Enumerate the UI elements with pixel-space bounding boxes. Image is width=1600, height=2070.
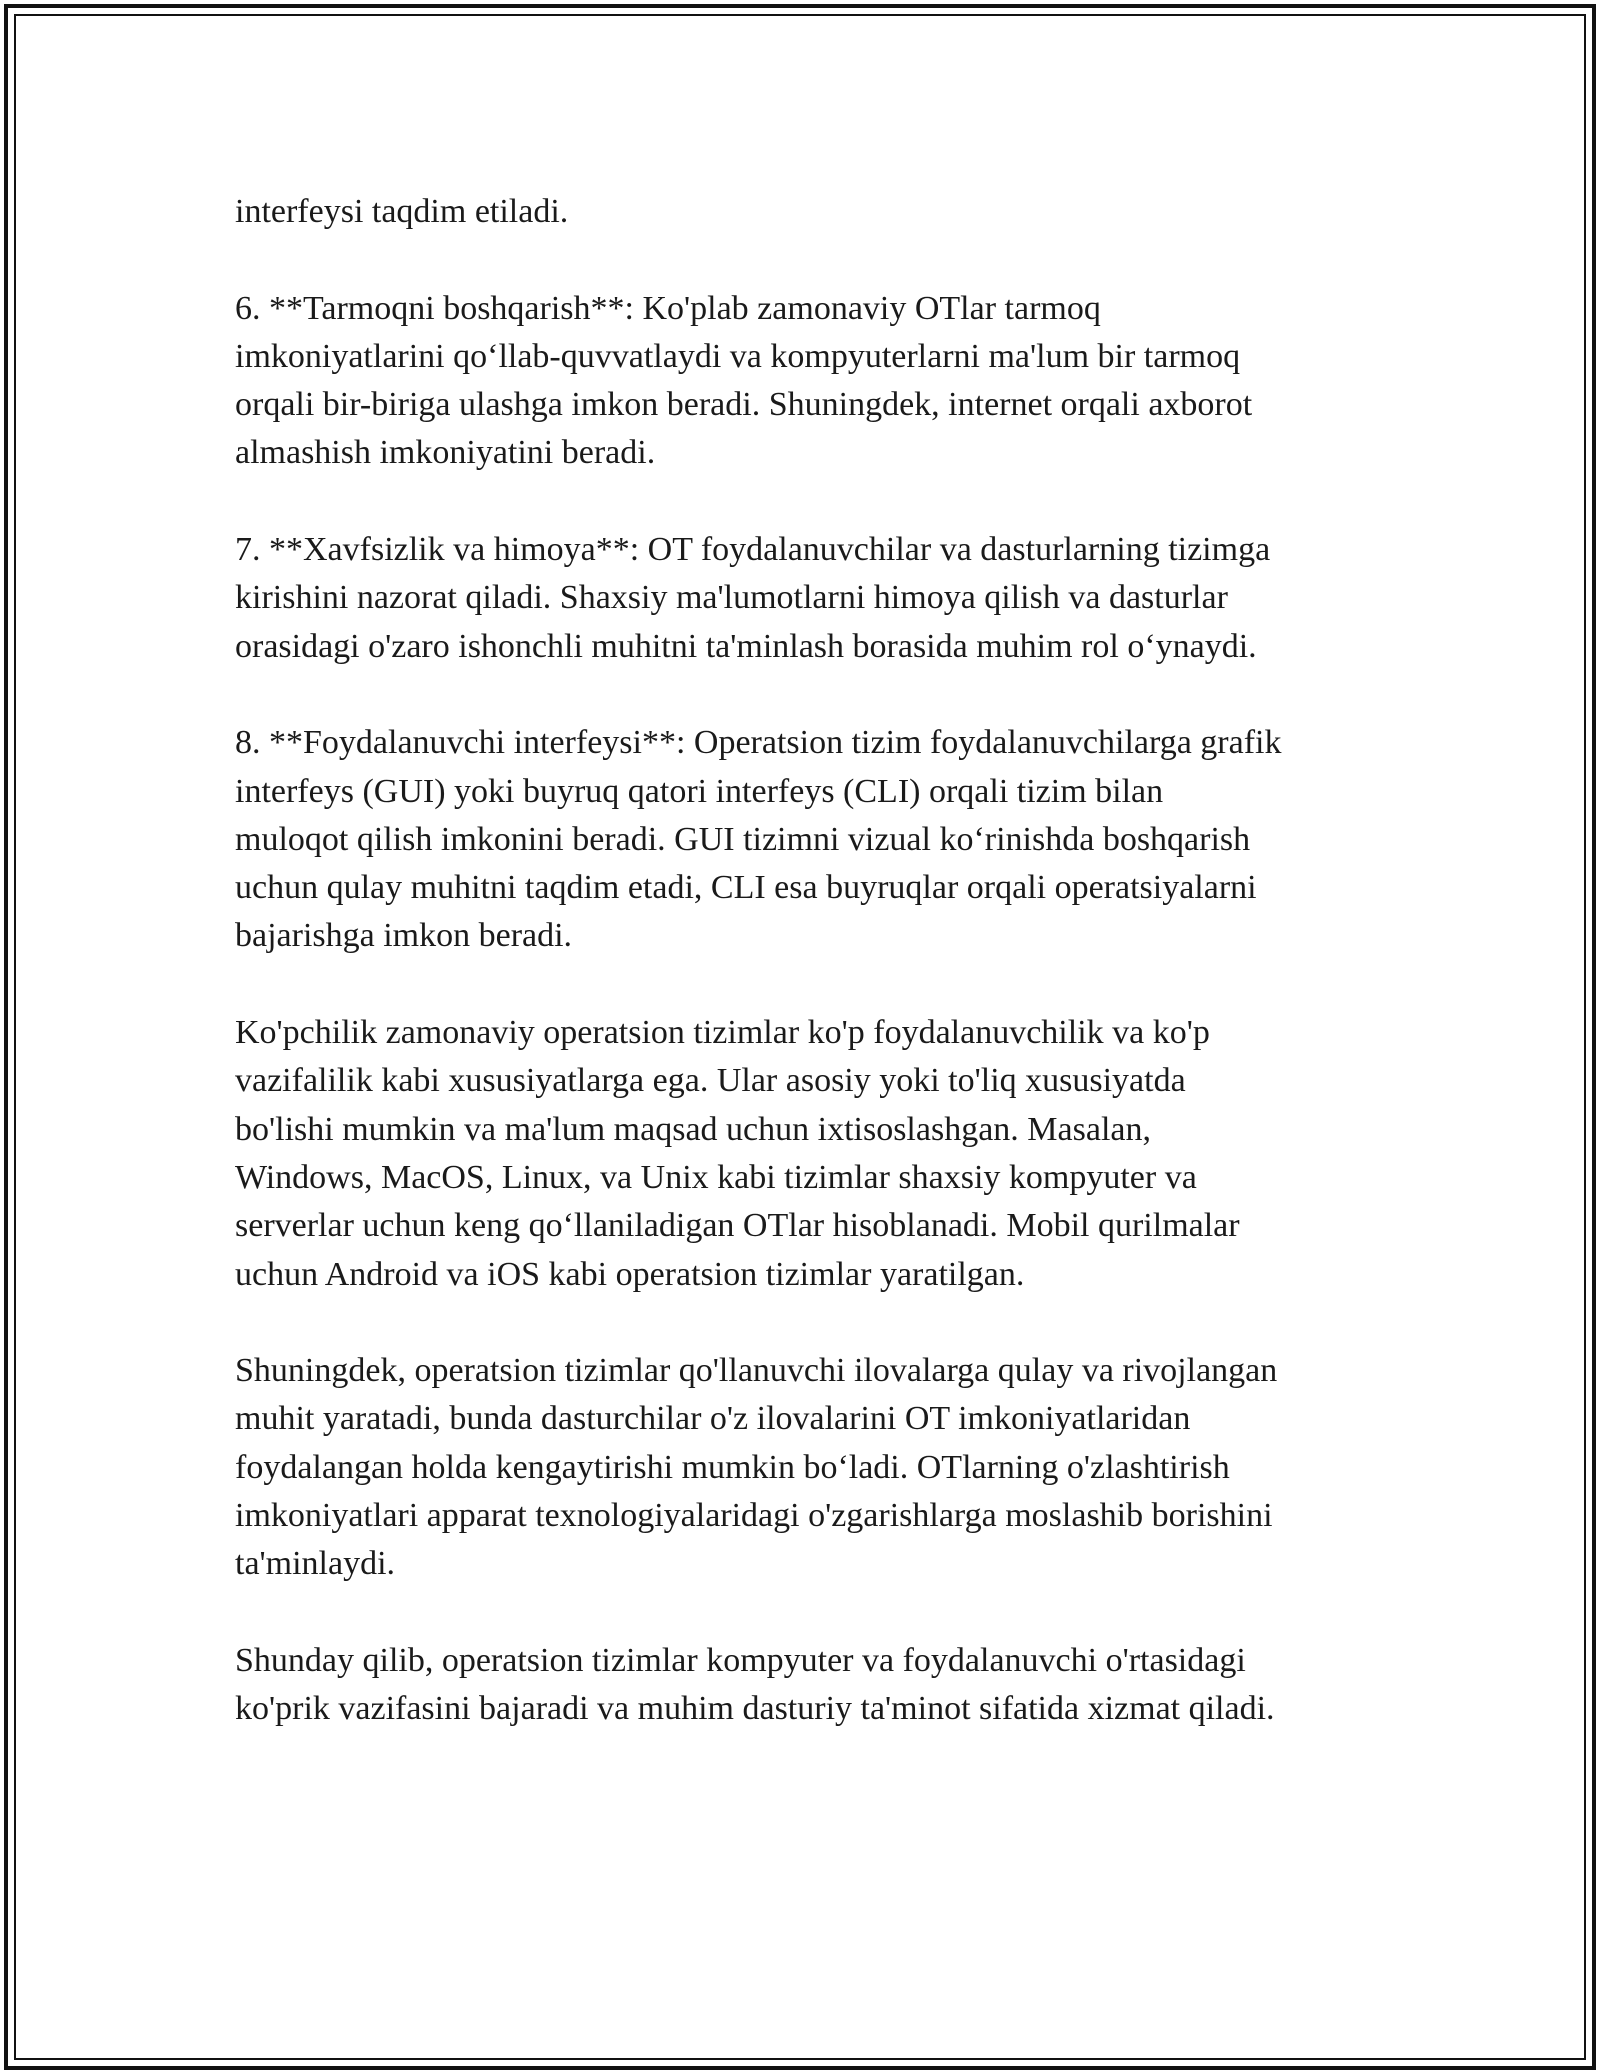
paragraph-continuation: interfeysi taqdim etiladi.	[235, 193, 569, 230]
paragraph-user-interface: 8. **Foydalanuvchi interfeysi**: Operatsion tizim foydalanuvchilarga grafik interfeys (GUI) yoki buyruq qatori interfeys (CLI) orqali tizim bilan muloqot qilish imkonini beradi. GUI tizimni vizual ko‘rinishda boshqarish uchun qulay muhitni taqdim etadi, CLI esa buyruqlar orqali operatsiyalarni bajarishga imkon beradi.	[235, 724, 1282, 955]
document-body	[235, 188, 1385, 1734]
paragraph-conclusion: Shunday qilib, operatsion tizimlar kompyuter va foydalanuvchi o'rtasidagi ko'prik vazifasini bajaradi va muhim dasturiy ta'minot sifatida xizmat qiladi.	[235, 1641, 1275, 1728]
paragraph-security: 7. **Xavfsizlik va himoya**: OT foydalanuvchilar va dasturlarning tizimga kirishini nazorat qiladi. Shaxsiy ma'lumotlarni himoya qilish va dasturlar orasidagi o'zaro ishonchli muhitni ta'minlash borasida muhim rol o‘ynaydi.	[235, 531, 1271, 665]
paragraph-network-management: 6. **Tarmoqni boshqarish**: Ko'plab zamonaviy OTlar tarmoq imkoniyatlarini qo‘llab-quvvatlaydi va kompyuterlarni ma'lum bir tarmoq orqali bir-biriga ulashga imkon beradi. Shuningdek, internet orqali axborot almashish imkoniyatini beradi.	[235, 289, 1253, 472]
paragraph-modern-os: Ko'pchilik zamonaviy operatsion tizimlar ko'p foydalanuvchilik va ko'p vazifalilik kabi xususiyatlarga ega. Ular asosiy yoki to'liq xususiyatda bo'lishi mumkin va ma'lum maqsad uchun ixtisoslashgan. Masalan, Windows, MacOS, Linux, va Unix kabi tizimlar shaxsiy kompyuter va serverlar uchun keng qo‘llaniladigan OTlar hisoblanadi. Mobil qurilmalar uchun Android va iOS kabi operatsion tizimlar yaratilgan.	[235, 1014, 1240, 1293]
paragraph-applications: Shuningdek, operatsion tizimlar qo'llanuvchi ilovalarga qulay va rivojlangan muhit yaratadi, bunda dasturchilar o'z ilovalarini OT imkoniyatlaridan foydalangan holda kengaytirishi mumkin bo‘ladi. OTlarning o'zlashtirish imkoniyatlari apparat texnologiyalaridagi o'zgarishlarga moslashib borishini ta'minlaydi.	[235, 1352, 1278, 1583]
